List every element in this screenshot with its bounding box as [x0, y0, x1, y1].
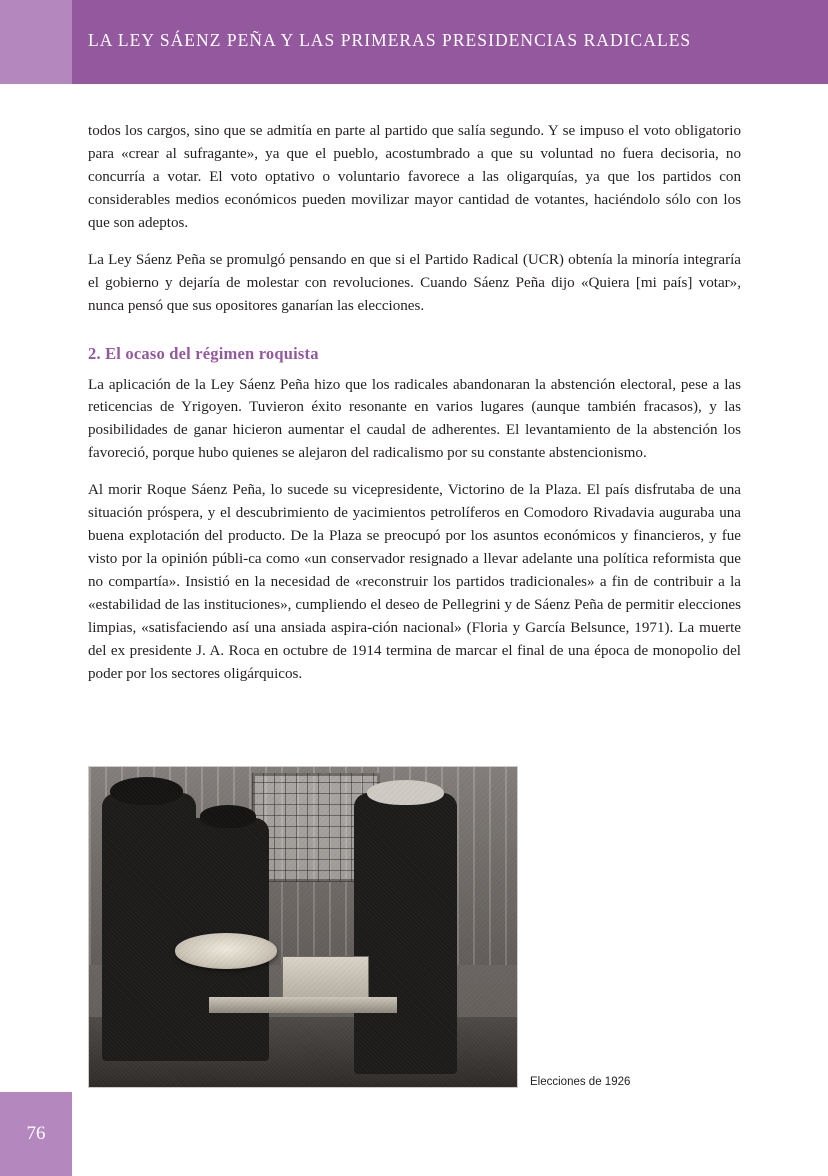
- paragraph: La Ley Sáenz Peña se promulgó pensando en que si el Partido Radical (UCR) obtenía la minoría integraría el gobierno y dejaría de molestar con revoluciones. Cuando Sáenz Peña dijo «Quiera [mi país] votar», nunca pensó que sus opositores ganarían las elecciones.: [88, 251, 741, 314]
- page-header-band: [0, 0, 828, 84]
- paragraph: La aplicación de la Ley Sáenz Peña hizo que los radicales abandonaran la abstención electoral, pese a las reticencias de Yrigoyen. Tuvieron éxito resonante en varios lugares (aunque también fracasos), y las posibilidades de ganar hicieron aumentar el caudal de adherentes. El levantamiento de la abstención los favoreció, porque hubo quienes se alejaron del radicalismo por su constante abstencionismo.: [88, 376, 741, 462]
- page-content: [88, 120, 741, 686]
- page-header-title: LA LEY SÁENZ PEÑA Y LAS PRIMERAS PRESIDENCIAS RADICALES: [88, 30, 692, 50]
- figure: [88, 766, 741, 1088]
- figure-image: [88, 766, 518, 1088]
- paragraph: todos los cargos, sino que se admitía en parte al partido que salía segundo. Y se impuso el voto obligatorio para «crear al sufragante», ya que el pueblo, acostumbrado a que su voluntad no fuera decisoria, no concurría a votar. El voto optativo o voluntario favorece a las oligarquías, ya que los partidos con considerables medios económicos pueden movilizar mayor cantidad de votantes, haciéndolo sólo con los que son adeptos.: [88, 123, 741, 231]
- header-accent-block: [0, 0, 72, 84]
- figure-caption: Elecciones de 1926: [530, 1076, 631, 1088]
- paragraph: Al morir Roque Sáenz Peña, lo sucede su vicepresidente, Victorino de la Plaza. El país disfrutaba de una situación próspera, y el descubrimiento de yacimientos petrolíferos en Comodoro Rivadavia auguraba una buena explotación del producto. De la Plaza se preocupó por los asuntos económicos y financieros, y fue visto por la opinión públi-ca como «un conservador resignado a llevar adelante una política reformista que no compartía». Insistió en la necesidad de «reconstruir los partidos tradicionales» a fin de contribuir a la «estabilidad de las instituciones», cumpliendo el deseo de Pellegrini y de Sáenz Peña de permitir elecciones limpias, «satisfaciendo así una ansiada aspira-ción nacional» (Floria y García Belsunce, 1971). La muerte del ex presidente J. A. Roca en octubre de 1914 termina de marcar el final de una época de monopolio del poder por los sectores oligárquicos.: [88, 482, 741, 682]
- page-number: 76: [26, 1123, 46, 1144]
- section-heading: 2. El ocaso del régimen roquista: [88, 343, 319, 363]
- photo-grain-overlay: [89, 767, 517, 1087]
